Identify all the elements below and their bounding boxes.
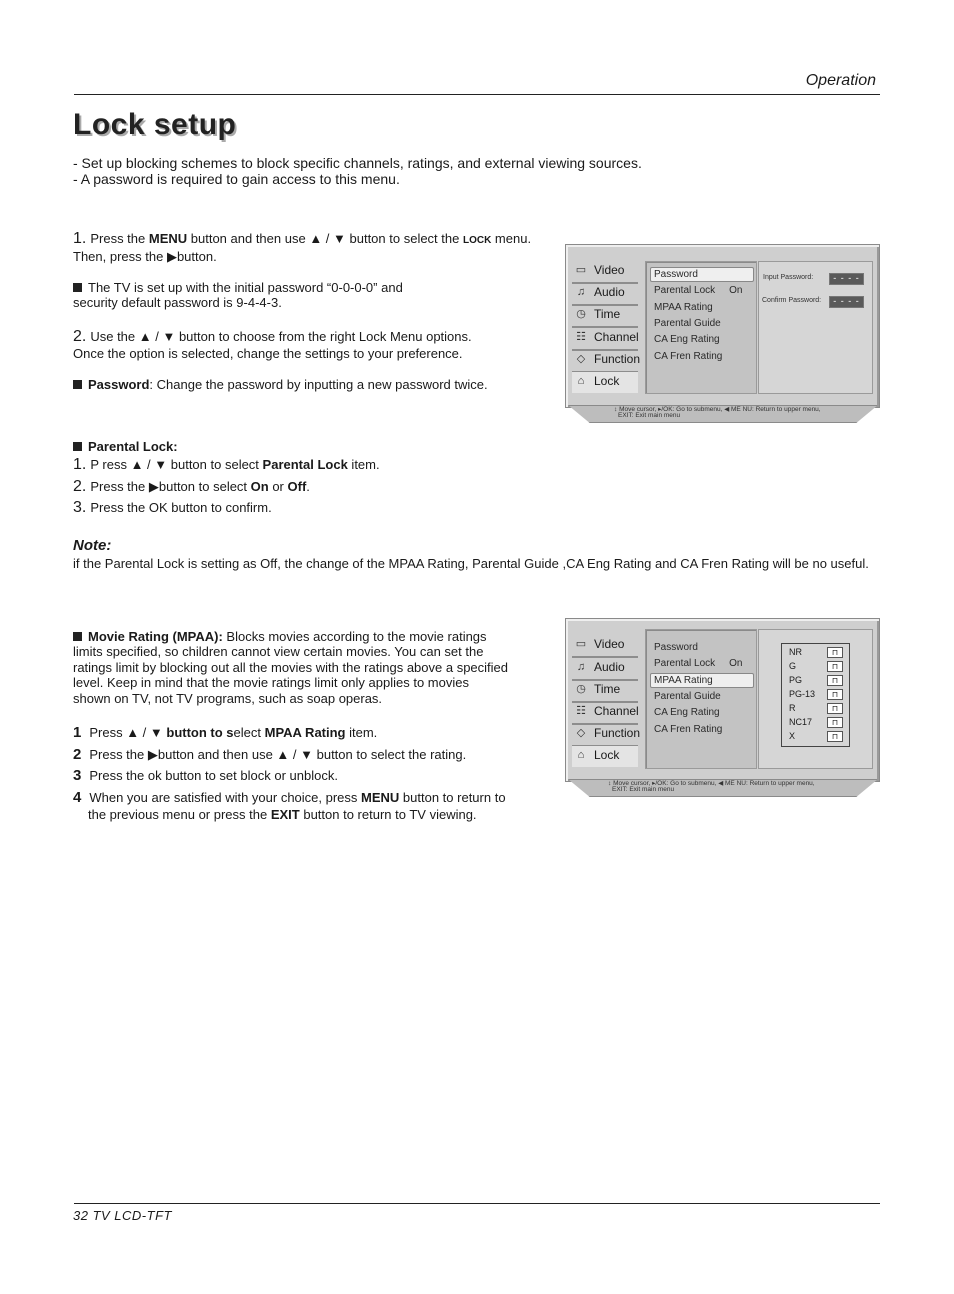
text: button and then use <box>187 231 310 246</box>
unlock-icon: ⊓ <box>827 689 843 700</box>
right-arrow-icon: ▶ <box>147 747 158 762</box>
text: button to select the <box>345 231 463 246</box>
rating-list <box>781 643 850 747</box>
label: Parental Lock <box>654 285 716 296</box>
bullet-square-icon <box>73 632 82 641</box>
parental-heading <box>73 439 178 454</box>
movie-step4 <box>73 789 506 806</box>
text: Parental Lock <box>262 457 348 472</box>
section-label: Operation <box>805 72 876 89</box>
tv-lock-submenu <box>645 261 757 394</box>
text: menu. <box>491 231 532 246</box>
submenu-parental-lock <box>654 285 743 296</box>
tv-menu-lock <box>572 746 638 767</box>
input-password-label: Input Password: <box>763 274 814 281</box>
confirm-password-field: - - - - <box>829 296 864 308</box>
text: item. <box>347 457 380 472</box>
tv-menu-time <box>572 680 638 703</box>
tv-menu-video <box>572 261 638 284</box>
label: Lock <box>594 374 620 388</box>
label: Function <box>594 352 641 366</box>
label: Channel <box>594 704 639 718</box>
tv-menu-function <box>572 724 641 747</box>
function-icon: ◇ <box>576 727 586 739</box>
step-number: 4 <box>73 789 82 806</box>
text: EXIT <box>270 807 300 822</box>
text: MENU <box>361 790 400 805</box>
bullet-square-icon <box>73 380 82 389</box>
step-number: 2 <box>73 746 82 763</box>
up-down-arrow-icon: ▲ / ▼ <box>309 231 346 246</box>
value: On <box>729 658 743 669</box>
movie-step1 <box>73 724 377 741</box>
movie-line1 <box>73 629 487 644</box>
unlock-icon: ⊓ <box>827 717 843 728</box>
clock-icon: ◷ <box>576 683 586 695</box>
text: Press the <box>90 231 149 246</box>
text: button to s <box>162 725 234 740</box>
submenu-password: Password <box>654 642 698 653</box>
movie-line3: ratings limit by blocking out all the movies with the ratings above a specified <box>73 660 508 675</box>
help-line-2: EXIT: Exit main menu <box>612 786 675 793</box>
step-number: 3. <box>73 499 87 516</box>
submenu-ca-eng: CA Eng Rating <box>654 707 720 718</box>
text: Blocks movies according to the movie ratings <box>222 629 487 644</box>
function-icon: ◇ <box>576 353 586 365</box>
step-number: 2. <box>73 478 87 495</box>
note-heading: Note: <box>73 537 112 554</box>
movie-line4: level. Keep in mind that the movie ratings limit only applies to movies <box>73 675 469 690</box>
movie-line5: shown on TV, not TV programs, such as soap operas. <box>73 691 383 706</box>
submenu-guide: Parental Guide <box>654 691 721 702</box>
text: Then, press the <box>73 249 167 264</box>
intro-line-1: - Set up blocking schemes to block specific channels, ratings, and external viewing sources. <box>73 155 642 171</box>
movie-step2 <box>73 746 466 763</box>
text: button to select <box>167 457 263 472</box>
label: Channel <box>594 330 639 344</box>
text: elect <box>233 725 265 740</box>
label: Time <box>594 682 621 696</box>
step2-line2: Once the option is selected, change the settings to your preference. <box>73 346 463 361</box>
input-password-field: - - - - <box>829 273 864 285</box>
up-down-arrow-icon: ▲ / ▼ <box>138 329 176 344</box>
text: Movie Rating (MPAA): <box>88 629 223 644</box>
rating-label: PG-13 <box>789 689 816 699</box>
label: Lock <box>594 748 620 762</box>
text: button to select the rating. <box>313 747 467 762</box>
channel-icon: ☷ <box>576 331 586 343</box>
up-down-arrow-icon: ▲ / ▼ <box>276 747 313 762</box>
up-down-arrow-icon: ↕ <box>608 780 612 787</box>
step2-line1 <box>73 328 472 346</box>
menu-key-label: MENU <box>148 231 188 246</box>
submenu-mpaa: MPAA Rating <box>654 302 713 313</box>
header-rule <box>74 94 880 95</box>
video-icon: ▭ <box>575 638 587 650</box>
up-down-arrow-icon: ↕ <box>614 406 618 413</box>
init-password-line2: security default password is 9-4-4-3. <box>73 295 282 310</box>
clock-icon: ◷ <box>576 308 586 320</box>
text: button and then use <box>157 747 277 762</box>
unlock-icon: ⊓ <box>827 647 843 658</box>
rating-label: R <box>789 703 796 713</box>
page-number: 32 TV LCD-TFT <box>73 1208 172 1223</box>
text: Use the <box>90 329 139 344</box>
submenu-mpaa: MPAA Rating <box>654 675 713 686</box>
audio-icon: ♫ <box>576 661 586 673</box>
text: Off <box>287 479 307 494</box>
bullet-square-icon <box>73 442 82 451</box>
tv-lock-submenu <box>645 629 757 769</box>
text: Press the OK button to confirm. <box>90 500 272 515</box>
text: button to select <box>158 479 251 494</box>
parental-step2 <box>73 478 310 496</box>
tv-menu-audio <box>572 283 638 306</box>
step-number: 1. <box>73 230 87 247</box>
password-panel <box>758 261 873 394</box>
parental-step1 <box>73 456 380 474</box>
text: button to choose from the right Lock Menu options. <box>175 329 472 344</box>
submenu-guide: Parental Guide <box>654 318 721 329</box>
tv-menu-channel <box>572 328 638 351</box>
label: Parental Lock <box>654 658 716 669</box>
text: On <box>250 479 269 494</box>
rating-label: NC17 <box>789 717 813 727</box>
text: Press <box>89 725 127 740</box>
text: . <box>306 479 310 494</box>
up-down-arrow-icon: ▲ / ▼ <box>130 457 168 472</box>
channel-icon: ☷ <box>576 705 586 717</box>
submenu-ca-eng: CA Eng Rating <box>654 334 720 345</box>
tv-menu-lock <box>572 372 638 393</box>
step-number: 1 <box>73 724 82 741</box>
text: Press the <box>89 747 148 762</box>
unlock-icon: ⊓ <box>827 661 843 672</box>
text: item. <box>345 725 378 740</box>
tv-menu-time <box>572 305 638 328</box>
submenu-ca-fren: CA Fren Rating <box>654 351 723 362</box>
label: Audio <box>594 660 625 674</box>
lock-icon: ⌂ <box>577 749 585 761</box>
tv-menu-function <box>572 350 641 373</box>
video-icon: ▭ <box>575 264 587 276</box>
tv-lock-menu-screen <box>565 244 880 408</box>
right-arrow-icon: ▶ <box>148 479 159 494</box>
step1-line2 <box>73 249 217 265</box>
confirm-password-label: Confirm Password: <box>762 297 822 304</box>
tv-menu-audio <box>572 658 638 681</box>
value: On <box>729 285 743 296</box>
label: Video <box>594 637 625 651</box>
right-arrow-icon: ▶ <box>166 249 177 264</box>
text: or <box>268 479 288 494</box>
text: button to return to <box>399 790 506 805</box>
password-item <box>73 377 488 392</box>
text: button. <box>176 249 217 264</box>
rating-label: PG <box>789 675 803 685</box>
text: When you are satisfied with your choice, press <box>89 790 362 805</box>
intro-line-2: - A password is required to gain access to this menu. <box>73 171 400 187</box>
tv-menu-channel <box>572 702 638 725</box>
unlock-icon: ⊓ <box>827 703 843 714</box>
text: : Change the password by inputting a new password twice. <box>149 377 488 392</box>
text: The TV is set up with the initial password “0-0-0-0” and <box>88 280 403 295</box>
text: Press the <box>90 479 149 494</box>
rating-label: G <box>789 661 797 671</box>
note-text: if the Parental Lock is setting as Off, the change of the MPAA Rating, Parental Guide ,CA Eng Rating and CA Fren Rating will be no useful. <box>73 556 869 571</box>
lock-icon: ⌂ <box>577 375 585 387</box>
text: button to return to TV viewing. <box>299 807 477 822</box>
lock-key-label: LOCK <box>462 235 492 246</box>
label: Audio <box>594 285 625 299</box>
rating-label: X <box>789 731 796 741</box>
help-line-2: EXIT: Exit main menu <box>618 412 681 419</box>
text: MPAA Rating <box>264 725 346 740</box>
parental-step3 <box>73 499 272 517</box>
text: the previous menu or press the <box>88 807 271 822</box>
submenu-password: Password <box>654 269 698 280</box>
label: Time <box>594 307 621 321</box>
page-title: Lock setup <box>73 108 237 141</box>
step-number: 1. <box>73 456 87 473</box>
unlock-icon: ⊓ <box>827 731 843 742</box>
up-down-arrow-icon: ▲ / ▼ <box>126 725 163 740</box>
movie-step4-line2 <box>88 807 477 822</box>
rating-label: NR <box>789 647 802 657</box>
label: Function <box>594 726 641 740</box>
step1-line1 <box>73 230 531 248</box>
bullet-square-icon <box>73 283 82 292</box>
submenu-parental-lock <box>654 658 743 669</box>
step-number: 2. <box>73 328 87 345</box>
tv-mpaa-menu-screen <box>565 618 880 782</box>
step-number: 3 <box>73 767 82 784</box>
submenu-ca-fren: CA Fren Rating <box>654 724 723 735</box>
mpaa-rating-panel <box>758 629 873 769</box>
movie-line2: limits specified, so children cannot view certain movies. You can set the <box>73 644 484 659</box>
text: Press the ok button to set block or unblock. <box>89 768 338 783</box>
audio-icon: ♫ <box>576 286 586 298</box>
footer-rule <box>74 1203 880 1204</box>
text: P ress <box>90 457 131 472</box>
label: Video <box>594 263 625 277</box>
password-label: Password <box>88 377 150 392</box>
text: Move cursor, ▸/OK: Go to submenu, ◀ ME NU: Return to upper menu, <box>613 780 815 787</box>
unlock-icon: ⊓ <box>827 675 843 686</box>
text: Parental Lock: <box>88 439 178 454</box>
init-password-line1 <box>73 280 403 295</box>
movie-step3 <box>73 767 338 784</box>
tv-menu-video <box>572 635 638 658</box>
text: Move cursor, ▸/OK: Go to submenu, ◀ ME NU: Return to upper menu, <box>619 406 821 413</box>
